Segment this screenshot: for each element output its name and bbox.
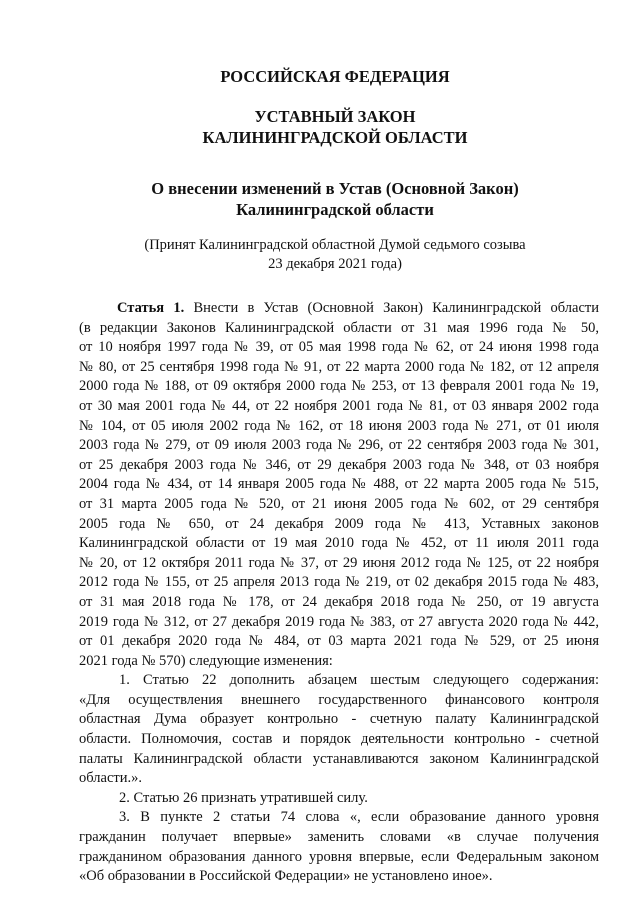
item-1-line: «Для осуществления внешнего государственного финансового контроля	[79, 691, 599, 708]
federation-title: РОССИЙСКАЯ ФЕДЕРАЦИЯ	[220, 67, 450, 86]
article-1	[79, 299, 599, 671]
article-1-line: от 31 мая 2018 года № 178, от 24 декабря 2018 года № 250, от 19 августа	[79, 593, 599, 610]
law-title-line-2: Калининградской области	[236, 200, 434, 219]
article-1-line: 2019 года № 312, от 27 декабря 2019 года № 383, от 27 августа 2020 года № 442,	[79, 613, 599, 630]
law-type-line-1: УСТАВНЫЙ ЗАКОН	[254, 107, 416, 126]
item-3-line: 3. В пункте 2 статьи 74 слова «, если образование данного уровня	[119, 809, 599, 826]
article-1-line: № 20, от 12 октября 2011 года № 37, от 29 июня 2012 года № 125, от 22 ноября	[79, 554, 599, 571]
article-1-line: 2000 года № 188, от 09 октября 2000 года № 253, от 13 февраля 2001 года № 19,	[79, 378, 599, 395]
article-1-line: Калининградской области от 19 мая 2010 года № 452, от 11 июля 2011 года	[79, 535, 599, 552]
article-1-line: (в редакции Законов Калининградской области от 31 мая 1996 года № 50,	[79, 319, 599, 336]
item-3-line: гражданином образования данного уровня впервые, если Федеральным законом	[79, 848, 599, 865]
article-1-line: от 30 мая 2001 года № 44, от 22 ноября 2001 года № 81, от 03 января 2002 года	[79, 397, 599, 414]
article-1-line-0: Внести в Устав (Основной Закон) Калининградской области	[193, 300, 600, 316]
article-1-line: 2005 года № 650, от 24 декабря 2009 года № 413, Уставных законов	[79, 515, 599, 532]
article-1-line: от 25 декабря 2003 года № 346, от 29 декабря 2003 года № 348, от 03 ноября	[79, 456, 599, 473]
law-type-heading	[60, 106, 610, 148]
article-1-line: 2021 года № 570) следующие изменения:	[79, 652, 333, 669]
item-1-line: 1. Статью 22 дополнить абзацем шестым следующего содержания:	[119, 672, 599, 689]
article-label: Статья 1.	[117, 300, 185, 316]
adoption-line-2: 23 декабря 2021 года)	[268, 256, 402, 272]
law-title	[60, 178, 610, 220]
amendment-item-3	[79, 808, 599, 886]
article-1-line: № 80, от 25 сентября 1998 года № 91, от 22 марта 2000 года № 182, от 12 апреля	[79, 358, 599, 375]
item-3-line: гражданин получает впервые» заменить словами «в случае получения	[79, 829, 599, 846]
law-body	[79, 299, 599, 887]
article-1-line: 2012 года № 155, от 25 апреля 2013 года № 219, от 02 декабря 2015 года № 483,	[79, 574, 599, 591]
article-1-line: № 104, от 05 июля 2002 года № 162, от 18 июня 2003 года № 271, от 01 июля	[79, 417, 599, 434]
article-1-line: от 01 декабря 2020 года № 484, от 03 марта 2021 года № 529, от 25 июня	[79, 633, 599, 650]
item-1-line: палаты Калининградской области устанавливаются законом Калининградской	[79, 750, 599, 767]
item-1-line: областная Дума образует контрольно - счетную палату Калининградской	[79, 711, 599, 728]
amendment-item-2	[79, 789, 599, 809]
item-1-line: области.».	[79, 770, 142, 787]
item-3-line: «Об образовании в Российской Федерации» не установлено иное».	[79, 868, 493, 885]
law-title-line-1: О внесении изменений в Устав (Основной Закон)	[151, 179, 519, 198]
law-type-line-2: КАЛИНИНГРАДСКОЙ ОБЛАСТИ	[202, 128, 468, 147]
article-1-line: от 31 марта 2005 года № 520, от 21 июня 2005 года № 602, от 29 сентября	[79, 495, 599, 512]
item-2-line: 2. Статью 26 признать утратившей силу.	[119, 789, 368, 806]
item-1-line: области. Полномочия, состав и порядок деятельности контрольно - счетной	[79, 731, 599, 748]
amendment-item-1	[79, 671, 599, 789]
article-1-first-line	[79, 299, 599, 319]
article-1-line: 2003 года № 279, от 09 июля 2003 года № 296, от 22 сентября 2003 года № 301,	[79, 437, 599, 454]
article-1-line: от 10 ноября 1997 года № 39, от 05 мая 1998 года № 62, от 24 июня 1998 года	[79, 339, 599, 356]
adoption-line-1: (Принят Калининградской областной Думой седьмого созыва	[144, 237, 526, 253]
article-1-line: 2004 года № 434, от 14 января 2005 года № 488, от 22 марта 2005 года № 515,	[79, 476, 599, 493]
adoption-note	[60, 236, 610, 274]
federation-heading	[60, 66, 610, 87]
